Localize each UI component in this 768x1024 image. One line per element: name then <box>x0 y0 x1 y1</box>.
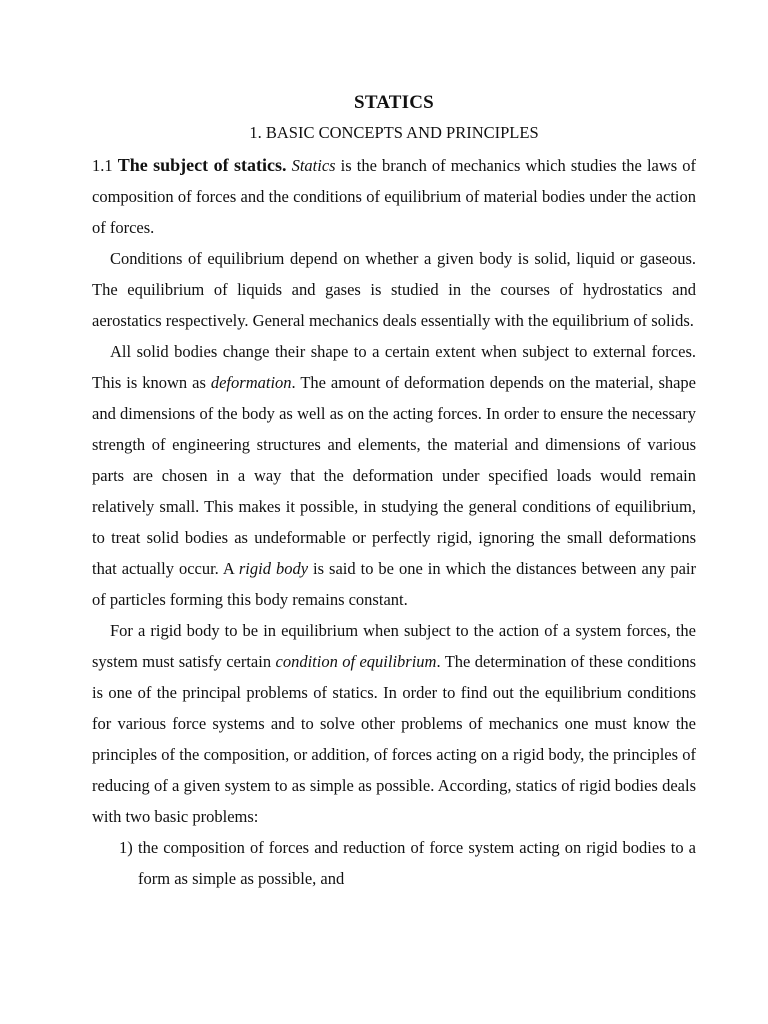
term-statics: Statics <box>291 156 336 175</box>
list-item-number: 1) <box>119 838 133 857</box>
paragraph-text: is said to be one in which the distances between any pair of particles forming this body remains constant. <box>92 559 696 609</box>
section-paragraph <box>92 150 696 243</box>
paragraph-deformation <box>92 336 696 615</box>
paragraph-text: . The determination of these conditions is one of the principal problems of statics. In order to find out the equilibrium conditions for various force systems and to solve other problems of mechanics one must know the principles of the composition, or addition, of forces acting on a rigid body, the principles of reducing of a given system to as simple as possible. According, statics of rigid bodies deals with two basic problems: <box>92 652 696 826</box>
term-condition-of-equilibrium: condition of equilibrium <box>275 652 437 671</box>
chapter-heading: 1. BASIC CONCEPTS AND PRINCIPLES <box>249 123 539 142</box>
section-lead-text: is the branch of mechanics which studies the laws of composition of forces and the conditions of equilibrium of material bodies under the action of forces. <box>92 156 697 237</box>
document-page <box>92 88 696 894</box>
paragraph-conditions <box>92 615 696 832</box>
section-number: 1.1 <box>92 156 113 175</box>
paragraph-equilibrium-states: Conditions of equilibrium depend on whether a given body is solid, liquid or gaseous. The equilibrium of liquids and gases is studied in the courses of hydrostatics and aerostatics respectively. General mechanics deals essentially with the equilibrium of solids. <box>92 249 696 330</box>
paragraph-text: For a rigid body to be in equilibrium when subject to the action of a system forces, the system must satisfy certain <box>92 621 696 671</box>
section-heading: The subject of statics. <box>117 155 287 175</box>
list-item-text: the composition of forces and reduction of force system acting on rigid bodies to a form as simple as possible, and <box>138 838 696 888</box>
paragraph-text: All solid bodies change their shape to a certain extent when subject to external forces. This is known as <box>92 342 696 392</box>
document-title: STATICS <box>354 92 434 113</box>
term-deformation: deformation <box>210 373 292 392</box>
term-rigid-body: rigid body <box>238 559 309 578</box>
paragraph-text: . The amount of deformation depends on the material, shape and dimensions of the body as well as on the acting forces. In order to ensure the necessary strength of engineering structures and elements, the material and dimensions of various parts are chosen in a way that the deformation under specified loads would remain relatively small. This makes it possible, in studying the general conditions of equilibrium, to treat solid bodies as undeformable or perfectly rigid, ignoring the small deformations that actually occur. A <box>92 373 697 578</box>
list-item <box>92 832 696 894</box>
